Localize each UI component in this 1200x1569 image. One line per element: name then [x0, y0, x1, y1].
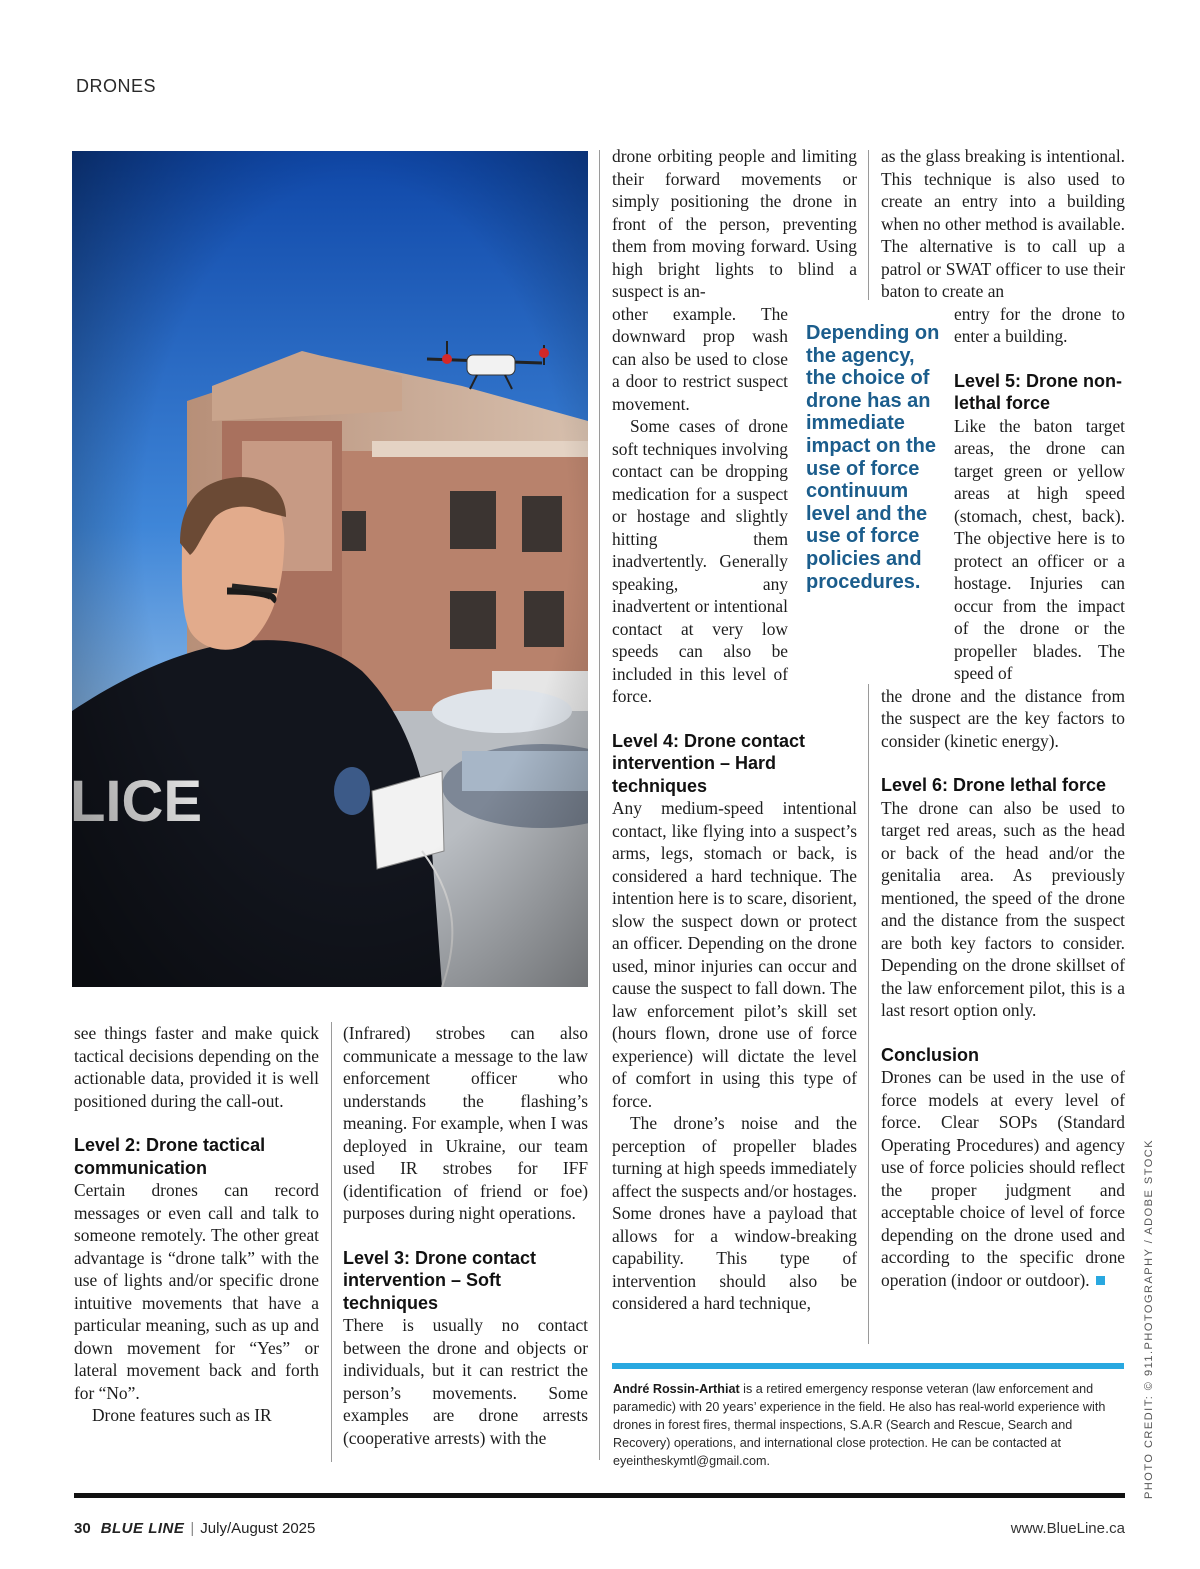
paragraph-conclusion	[881, 1066, 1125, 1291]
paragraph: Any medium-speed intentional contact, like flying into a suspect’s arms, legs, stomach or back, is considered a hard technique. The intention here is to scare, disorient, slow the suspect down or protect an officer. Depending on the drone used, minor injuries can occur and cause the suspect to fall down. The law enforcement pilot’s skill set (hours flown, drone use of force experience) will dictate the level of comfort in using this type of force.	[612, 798, 857, 1111]
author-bio	[613, 1380, 1123, 1470]
paragraph: see things faster and make quick tactical decisions depending on the actionable data, provided it is well positioned during the call-out.	[74, 1023, 319, 1111]
subhead-level-6: Level 6: Drone lethal force	[881, 775, 1107, 795]
article-column-1	[74, 1022, 319, 1427]
subhead-conclusion: Conclusion	[881, 1044, 979, 1065]
footer-rule	[74, 1493, 1125, 1498]
section-label: DRONES	[76, 76, 157, 96]
paragraph: Drone features such as IR	[92, 1405, 272, 1425]
subhead-level-3: Level 3: Drone contact intervention – Soft techniques	[343, 1247, 537, 1313]
article-column-2	[343, 1022, 588, 1449]
paragraph: The drone’s noise and the perception of propeller blades turning at high speeds immediately affect the suspects and/or hostages. Some drones have a payload that allows for a window-breaking capability. This type of intervention should also be considered a hard technique,	[612, 1113, 857, 1313]
paragraph: The drone can also be used to target red areas, such as the head or back of the head and/or the genitalia area. As previously mentioned, the speed of the drone and the distance from the suspect are both key factors to consider. Depending on the drone skillset of the law enforcement pilot, this is a last resort option only.	[881, 797, 1125, 1020]
article-column-3	[612, 145, 857, 1315]
paragraph: (Infrared) strobes can also communicate a message to the law enforcement officer who understands the flashing’s meaning. For example, when I was deployed in Ukraine, our team used IR strobes for IFF (identification of friend or foe) purposes during night operations.	[343, 1023, 588, 1223]
author-name: André Rossin-Arthiat	[613, 1382, 740, 1396]
website-link[interactable]: www.BlueLine.ca	[1010, 1520, 1125, 1537]
paragraph: Some cases of drone soft techniques involving contact can be dropping medication for a suspect or hostage and slightly hitting them inadvertently. Generally speaking, any inadvertent or intentional contact at very low speeds can also be included in this level of force.	[612, 416, 788, 706]
paragraph: as the glass breaking is intentional. This technique is also used to create an entry into a building when no other method is available. The alternative is to call up a patrol or SWAT officer to use their baton to create an	[881, 146, 1125, 301]
column-rule	[599, 150, 600, 1460]
column-rule	[868, 150, 869, 300]
footer-separator: |	[190, 1520, 195, 1537]
paragraph: drone orbiting people and limiting their forward movements or simply positioning the drone in front of the person, preventing them from moving forward. Using high bright lights to blind a suspect is an-	[612, 146, 857, 301]
paragraph: other example. The downward prop wash can also be used to close a door to restrict suspect movement.	[612, 303, 788, 414]
page-number: 30	[74, 1520, 91, 1537]
subhead-level-2: Level 2: Drone tactical communication	[74, 1135, 266, 1178]
subhead-level-4: Level 4: Drone contact intervention – Hard techniques	[612, 730, 806, 796]
paragraph: Certain drones can record messages or even call and talk to someone remotely. The other great advantage is “drone talk” with the use of lights and/or specific drone intuitive movements that have a particular meaning, such as up and down movement for “Yes” or lateral movement back and forth for “No”.	[74, 1180, 319, 1403]
paragraph: entry for the drone to enter a building.	[954, 303, 1125, 346]
conclusion-text: Drones can be used in the use of force models at every level of force. Clear SOPs (Standard Operating Procedures) and agency use of force policies should reflect the proper judgment and acceptable choice of level of force depending on the drone used and according to the specific drone operation (indoor or outdoor).	[881, 1067, 1125, 1290]
article-photo	[72, 151, 588, 987]
footer-left	[74, 1520, 315, 1537]
bio-text: is a retired emergency response veteran (law enforcement and paramedic) with 20 years’ experience in the field. He also has real-world experience with drones in forest fires, thermal inspections, S.A.R (Search and Rescue, Search and Recovery) operations, and international close protection. He can be contacted at eyeintheskymtl@gmail.com.	[613, 1382, 1106, 1468]
subhead-level-5: Level 5: Drone non-lethal force	[954, 370, 1123, 413]
magazine-name: BLUE LINE	[100, 1520, 185, 1537]
end-mark-icon	[1096, 1276, 1105, 1285]
column-rule	[331, 1022, 332, 1462]
paragraph: the drone and the distance from the suspect are the key factors to consider (kinetic energy).	[881, 685, 1125, 751]
bio-rule	[612, 1363, 1124, 1369]
article-column-4	[881, 145, 1125, 1291]
photo-credit: PHOTO CREDIT: © 911.PHOTOGRAPHY / ADOBE STOCK	[1143, 1138, 1155, 1499]
paragraph: Like the baton target areas, the drone can target green or yellow areas at high speed (stomach, chest, back). The objective here is to protect an officer or a hostage. Injuries can occur from the impact of the drone or the propeller blades. The speed of	[954, 415, 1125, 683]
column-rule	[868, 684, 869, 1344]
paragraph: There is usually no contact between the drone and objects or individuals, but it can restrict the person’s movements. Some examples are drone arrests (cooperative arrests) with the	[343, 1315, 588, 1448]
issue-date: July/August 2025	[200, 1520, 316, 1537]
pull-quote: Depending on the agency, the choice of drone has an immediate impact on the use of force continuum level and the use of force policies and procedures.	[806, 322, 940, 593]
